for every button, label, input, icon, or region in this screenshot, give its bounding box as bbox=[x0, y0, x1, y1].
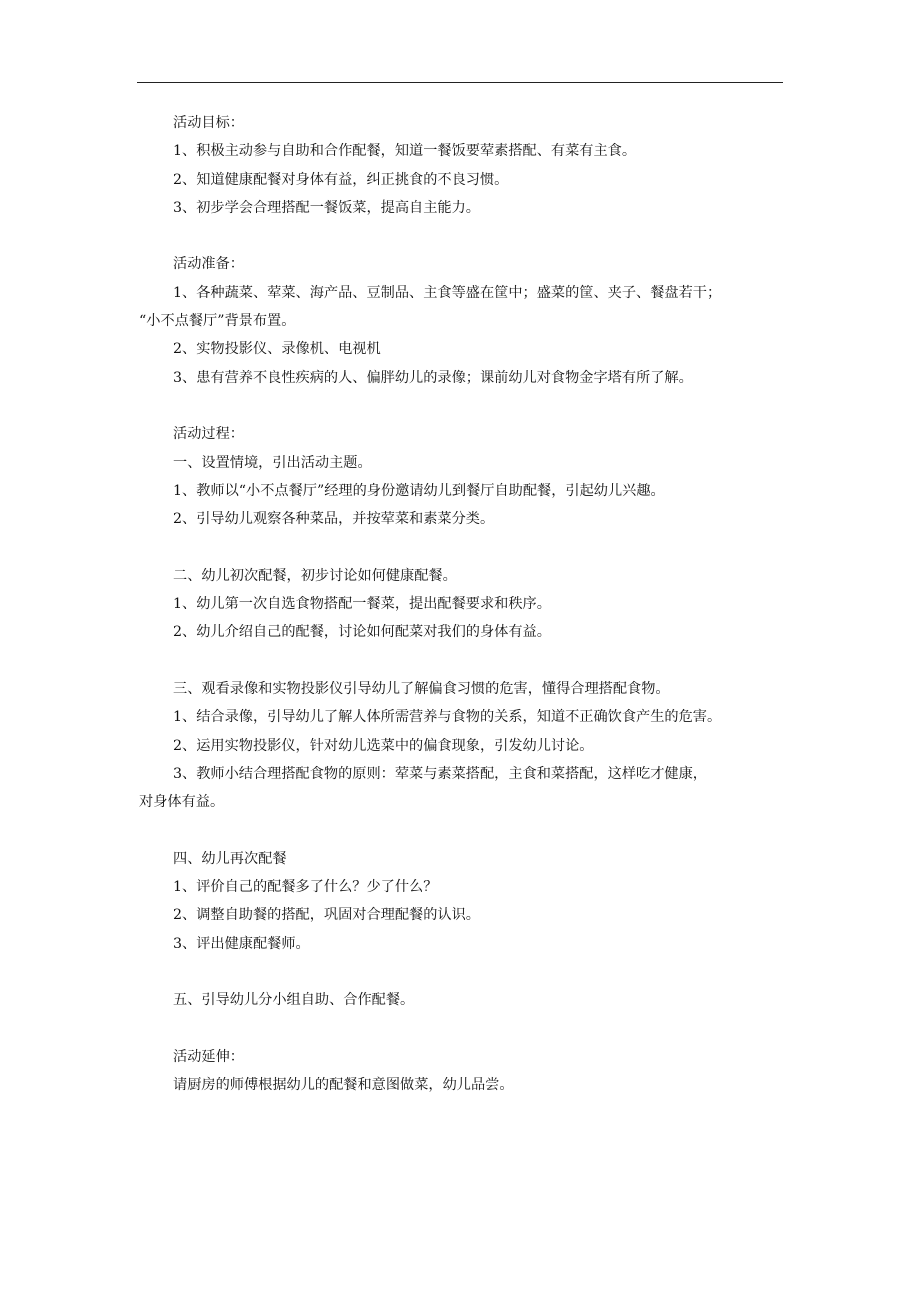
step-item: 3、评出健康配餐师。 bbox=[173, 935, 310, 952]
step-item: 2、运用实物投影仪，针对幼儿选菜中的偏食现象，引发幼儿讨论。 bbox=[173, 737, 594, 754]
extension-text: 请厨房的师傅根据幼儿的配餐和意图做菜，幼儿品尝。 bbox=[173, 1077, 514, 1094]
prep-item: 2、实物投影仪、录像机、电视机 bbox=[173, 341, 381, 358]
step-item: 1、教师以“小不点餐厅”经理的身份邀请幼儿到餐厅自助配餐，引起幼儿兴趣。 bbox=[173, 482, 665, 499]
step-item: 2、调整自助餐的搭配，巩固对合理配餐的认识。 bbox=[173, 907, 480, 924]
spacer bbox=[139, 533, 789, 561]
step-title: 二、幼儿初次配餐，初步讨论如何健康配餐。 bbox=[173, 567, 457, 584]
step-title: 四、幼儿再次配餐 bbox=[173, 850, 287, 867]
header-rule bbox=[137, 82, 783, 83]
section-extension bbox=[139, 1043, 789, 1100]
step-item: 2、幼儿介绍自己的配餐，讨论如何配菜对我们的身体有益。 bbox=[173, 624, 551, 641]
spacer bbox=[139, 816, 789, 844]
goals-item: 3、初步学会合理搭配一餐饭菜，提高自主能力。 bbox=[173, 199, 480, 216]
goals-item: 2、知道健康配餐对身体有益，纠正挑食的不良习惯。 bbox=[173, 171, 509, 188]
step-item: 3、教师小结合理搭配食物的原则：荤菜与素菜搭配，主食和菜搭配，这样吃才健康， bbox=[173, 765, 707, 782]
section-preparation bbox=[139, 250, 789, 391]
section-process bbox=[139, 420, 789, 1014]
step-item-continuation: 对身体有益。 bbox=[139, 794, 225, 811]
spacer bbox=[139, 958, 789, 986]
step-title: 五、引导幼儿分小组自助、合作配餐。 bbox=[173, 992, 415, 1009]
spacer bbox=[139, 1015, 789, 1043]
spacer bbox=[139, 392, 789, 420]
process-heading: 活动过程： bbox=[173, 426, 244, 443]
step-title: 三、观看录像和实物投影仪引导幼儿了解偏食习惯的危害，懂得合理搭配食物。 bbox=[173, 680, 670, 697]
spacer bbox=[139, 647, 789, 675]
prep-heading: 活动准备： bbox=[173, 256, 244, 273]
prep-item-continuation: “小不点餐厅”背景布置。 bbox=[139, 313, 296, 330]
step-item: 2、引导幼儿观察各种菜品，并按荤菜和素菜分类。 bbox=[173, 511, 495, 528]
goals-heading: 活动目标： bbox=[173, 115, 244, 131]
spacer bbox=[139, 222, 789, 250]
section-goals bbox=[139, 109, 789, 222]
document-body bbox=[139, 109, 789, 1099]
step-item: 1、评价自己的配餐多了什么？少了什么？ bbox=[173, 879, 438, 896]
goals-item: 1、积极主动参与自助和合作配餐，知道一餐饭要荤素搭配、有菜有主食。 bbox=[173, 143, 637, 160]
step-item: 1、结合录像，引导幼儿了解人体所需营养与食物的关系，知道不正确饮食产生的危害。 bbox=[173, 709, 722, 726]
step-item: 1、幼儿第一次自选食物搭配一餐菜，提出配餐要求和秩序。 bbox=[173, 596, 551, 613]
extension-heading: 活动延伸： bbox=[173, 1048, 244, 1065]
prep-item: 1、各种蔬菜、荤菜、海产品、豆制品、主食等盛在筐中；盛菜的筐、夹子、餐盘若干； bbox=[173, 284, 722, 301]
prep-item: 3、患有营养不良性疾病的人、偏胖幼儿的录像；课前幼儿对食物金字塔有所了解。 bbox=[173, 369, 693, 386]
step-title: 一、设置情境，引出活动主题。 bbox=[173, 454, 372, 471]
